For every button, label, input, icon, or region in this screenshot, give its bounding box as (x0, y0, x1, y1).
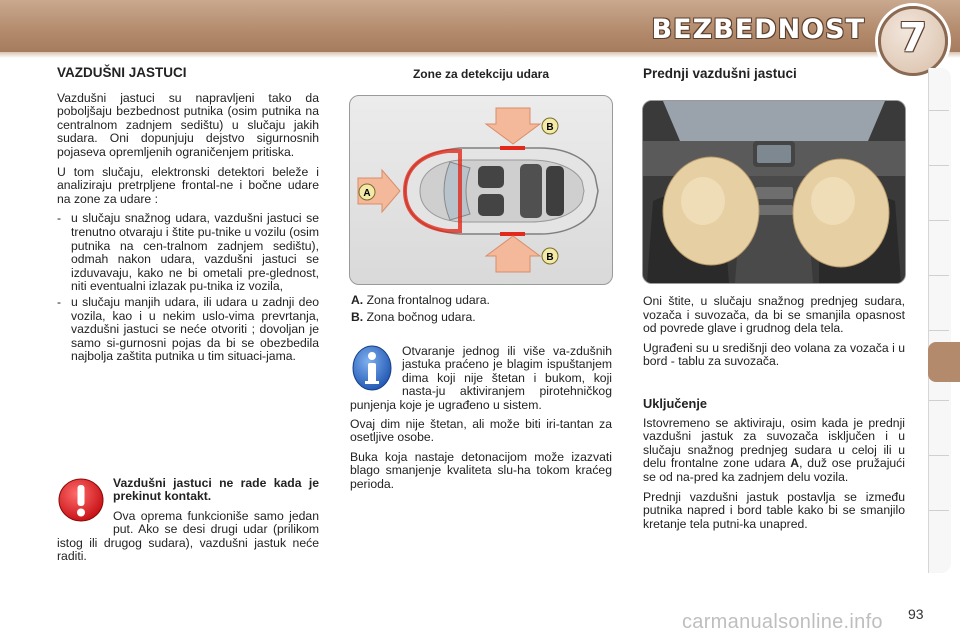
activation-heading: Uključenje (643, 395, 708, 411)
active-chapter-tab (928, 342, 960, 382)
impact-list (57, 212, 319, 364)
front-airbag-position-paragraph: Prednji vazdušni jastuk postavlja se između putnika napred i bord table kako bi se smanjilo kretanje tela putni-ka unapred. (643, 489, 905, 531)
activation-text-after: , duž ose pružajući se od na-pred ka zadnjem delu vozila. (643, 456, 905, 484)
section-heading: VAZDUŠNI JASTUCI (57, 65, 187, 80)
right-heading-wrap (643, 66, 905, 81)
info-paragraph: Otvaranje jednog ili više va-zdušnih jastuka praćeno je blagim ispuštanjem dima koji nije štetan i bukom, koji nasta-ju aktiviranjem pirotehničkog punjenja koje je ugrađeno u sistem. (350, 344, 612, 412)
activation-paragraph (643, 417, 905, 485)
legend-item-b (351, 309, 613, 326)
zones-heading: Zone za detekciju udara (412, 67, 550, 81)
legend-key-a: A. (351, 293, 364, 307)
list-item: - u slučaju snažnog udara, vazdušni jastuci se trenutno otvaraju i štite pu-tnike u vozilu (osim putnika na cen-tralnom zadnjem sedištu), odmah nakon udara, vazdušni jastuci se izduvavaju, kako ne bi ometali pre-glednost, niti eventualni izlazak pu-tnika iz vozila, (57, 212, 319, 294)
chapter-number: 7 (899, 15, 927, 61)
front-airbags-paragraph: Oni štite, u slučaju snažnog prednjeg sudara, vozača i suvozača, da bi se smanjila opasnost od povrede glave i grudnog dela tela. (643, 294, 905, 336)
page-number: 93 (908, 606, 924, 622)
exclamation-icon (57, 477, 105, 526)
activation-text-before: Istovremeno se aktiviraju, osim kada je prednji vazdušni jastuk za suvozača isključen i u slučaju snažnog prednjeg sudara u celoj ili u delu frontalne zone udara (643, 415, 905, 471)
rail-divider (929, 330, 949, 331)
warning-block (57, 477, 319, 563)
zone-a-ref: A (790, 456, 800, 471)
header-shadow (0, 52, 960, 58)
diagram-label-a: A (363, 188, 371, 199)
impact-zones-diagram (349, 95, 613, 285)
detectors-paragraph: U tom slučaju, elektronski detektori beleže i analiziraju pretrpljene frontal-ne i bočne udare na zone za udare : (57, 164, 319, 206)
info-icon (352, 345, 392, 394)
diagram-label-b-bottom: B (546, 252, 554, 263)
rail-divider (929, 275, 949, 276)
thumb-index-rail (928, 68, 951, 573)
legend-text-a: Zona frontalnog udara. (366, 293, 490, 307)
watermark: carmanualsonline.info (682, 611, 883, 633)
left-column (57, 66, 319, 366)
rail-divider (929, 510, 949, 511)
front-airbags-paragraph: Ugrađeni su u središnji deo volana za vozača i u bord - tablu za suvozača. (643, 340, 905, 369)
warning-title: Vazdušni jastuci ne rade kada je prekinut kontakt. (113, 476, 319, 504)
info-paragraph: Ovaj dim nije štetan, ali može biti iri-tantan za osetljive osobe. (350, 417, 612, 445)
right-column (643, 295, 905, 537)
rail-divider (929, 455, 949, 456)
legend-item-a (351, 292, 613, 309)
diagram-label-b-top: B (546, 122, 554, 133)
legend-text-b: Zona bočnog udara. (366, 310, 476, 324)
chapter-title: BEZBEDNOST (651, 14, 865, 45)
list-item: - u slučaju manjih udara, ili udara u zadnji deo vozila, kao i u nekim uslo-vima prevrtanja, vazdušni jastuci se neće otvoriti ; dovoljan je samo si-gurnosni pojas da bi se obezbedila najbolja zaštita putnika u tim situaci-jama. (57, 296, 319, 364)
rail-divider (929, 110, 949, 111)
info-paragraph: Buka koja nastaje detonacijom može izazvati blago smanjenje kvaliteta slu-ha tokom kraćeg perioda. (350, 449, 612, 491)
rail-divider (929, 400, 949, 401)
front-airbags-heading: Prednji vazdušni jastuci (643, 66, 797, 81)
rail-divider (929, 220, 949, 221)
warning-text: Ova oprema funkcioniše samo jedan put. Ako se desi drugi udar (prilikom istog ili drugog sudara), vazdušni jastuk neće raditi. (57, 508, 319, 564)
info-block (350, 345, 612, 497)
legend-key-b: B. (351, 310, 364, 324)
rail-divider (929, 165, 949, 166)
intro-paragraph: Vazdušni jastuci su napravljeni tako da poboljšaju bezbednost putnika (osim putnika na centralnom zadnjem sedištu) u slučaju jakih sudara. Oni dopunjuju dejstvo sigurnosnih pojaseva opremljenih ograničenjem pritiska. (57, 90, 319, 159)
front-airbags-photo (642, 100, 906, 284)
zone-legend (351, 292, 613, 326)
